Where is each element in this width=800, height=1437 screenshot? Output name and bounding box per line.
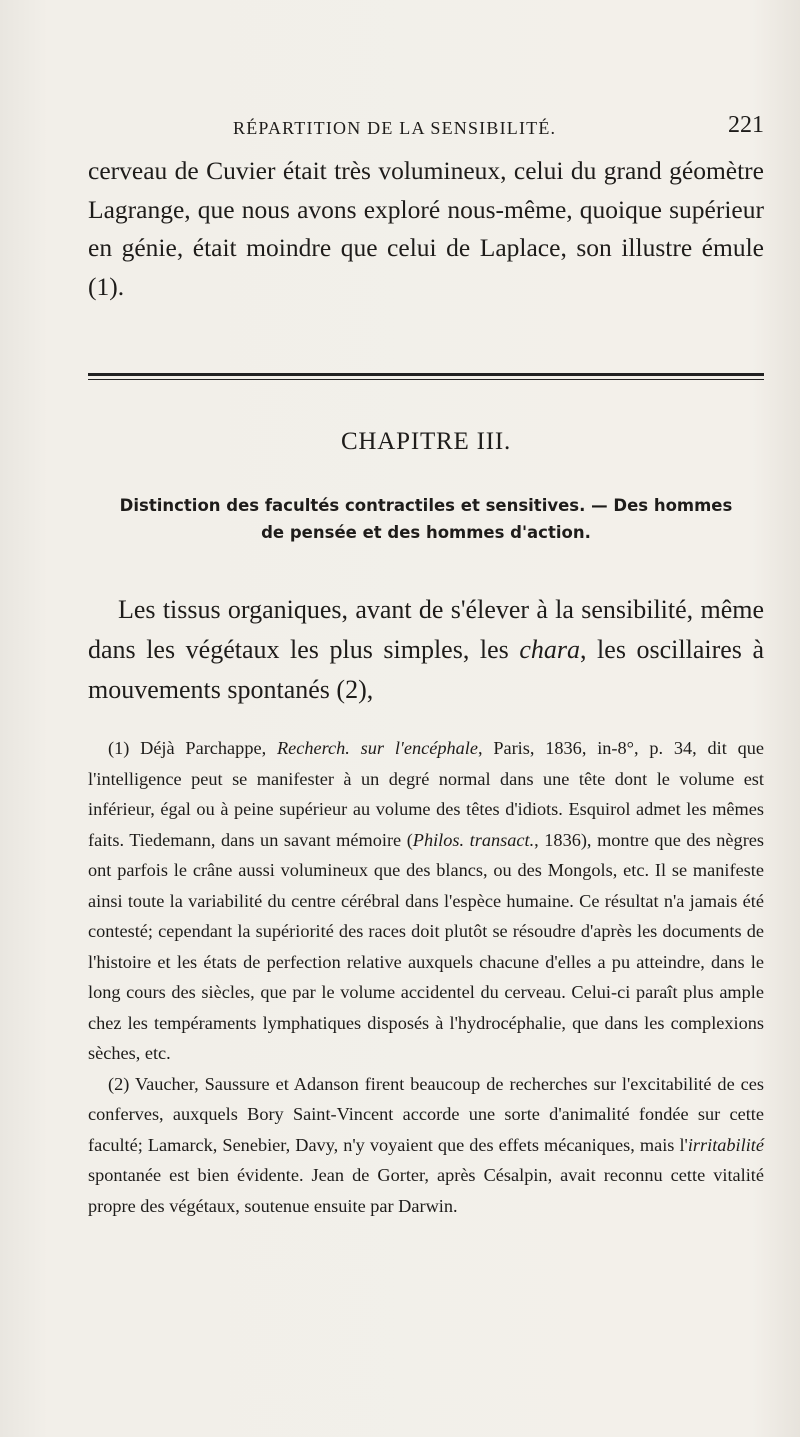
- footnote-2-text-b: spontanée est bien évidente. Jean de Gorter, après Césalpin, avait reconnu cette vitalité propre des végétaux, soutenue ensuite par Darwin.: [88, 1165, 764, 1216]
- footnote-1: [88, 733, 764, 1069]
- body-text-1: Les tissus organiques, avant de s'élever à la sensibilité, même dans les végétaux les plus simples, les: [88, 595, 764, 664]
- footnote-1-text-a: (1) Déjà Parchappe,: [108, 738, 277, 758]
- footnote-1-text-b: , Paris, 1836, in-8°, p. 34, dit que l'intelligence peut se manifester à un degré normal dans une tête dont le volume est inférieur, égal ou à peine supérieur au volume des têtes d'idiots. Esquirol admet les mêmes faits. Tiedemann, dans un savant mémoire (: [88, 738, 764, 850]
- footnote-2: [88, 1069, 764, 1222]
- chapter-summary-line-1: Distinction des facultés contractiles et sensitives. — Des hommes: [119, 496, 733, 515]
- page-number: 221: [728, 112, 764, 138]
- section-rule-thin: [88, 379, 764, 380]
- body-paragraph: [88, 590, 764, 710]
- body-text-2: , les oscillaires à mouvements spontanés (2),: [88, 635, 764, 704]
- running-header: [88, 112, 764, 142]
- footnotes: [88, 733, 764, 1221]
- chapter-summary-line-2: de pensée et des hommes d'action.: [261, 523, 591, 542]
- body-italic-chara: chara: [519, 635, 580, 664]
- footnote-2-italic: irritabilité: [687, 1134, 764, 1155]
- chapter-summary: [88, 492, 764, 546]
- running-title: RÉPARTITION DE LA SENSIBILITÉ.: [233, 118, 557, 138]
- footnote-1-italic-b: Philos. transact.: [412, 829, 535, 850]
- footnote-1-text-c: , 1836), montre que des nègres ont parfois le crâne aussi volumineux que des blancs, ou des Mongols, etc. Il se manifeste ainsi toute la variabilité du centre cérébral dans l'espèce humaine. Ce résultat n'a jamais été contesté; cependant la supériorité des races doit plutôt se résoudre d'après les documents de l'histoire et les états de perfection relative auxquels chacune d'elles a pu atteindre, dans le long cours des siècles, que par le volume accidentel du cerveau. Celui-ci paraît plus ample chez les tempéraments lymphatiques disposés à l'hydrocéphalie, que dans les complexions sèches, etc.: [88, 829, 765, 1063]
- footnote-2-text-a: (2) Vaucher, Saussure et Adanson firent beaucoup de recherches sur l'excitabilité de ces conferves, auxquels Bory Saint-Vincent accorde une sorte d'animalité fondée sur cette faculté; Lamarck, Senebier, Davy, n'y voyaient que des effets mécaniques, mais l': [88, 1073, 764, 1155]
- footnote-1-italic-a: Recherch. sur l'encéphale: [276, 738, 478, 758]
- top-paragraph: cerveau de Cuvier était très volumineux, celui du grand géomètre Lagrange, que nous avons exploré nous-même, quoique supérieur en génie, était moindre que celui de Laplace, son illustre émule (1).: [88, 156, 764, 301]
- chapter-title: CHAPITRE III.: [340, 428, 512, 455]
- section-rule-thick: [88, 373, 764, 376]
